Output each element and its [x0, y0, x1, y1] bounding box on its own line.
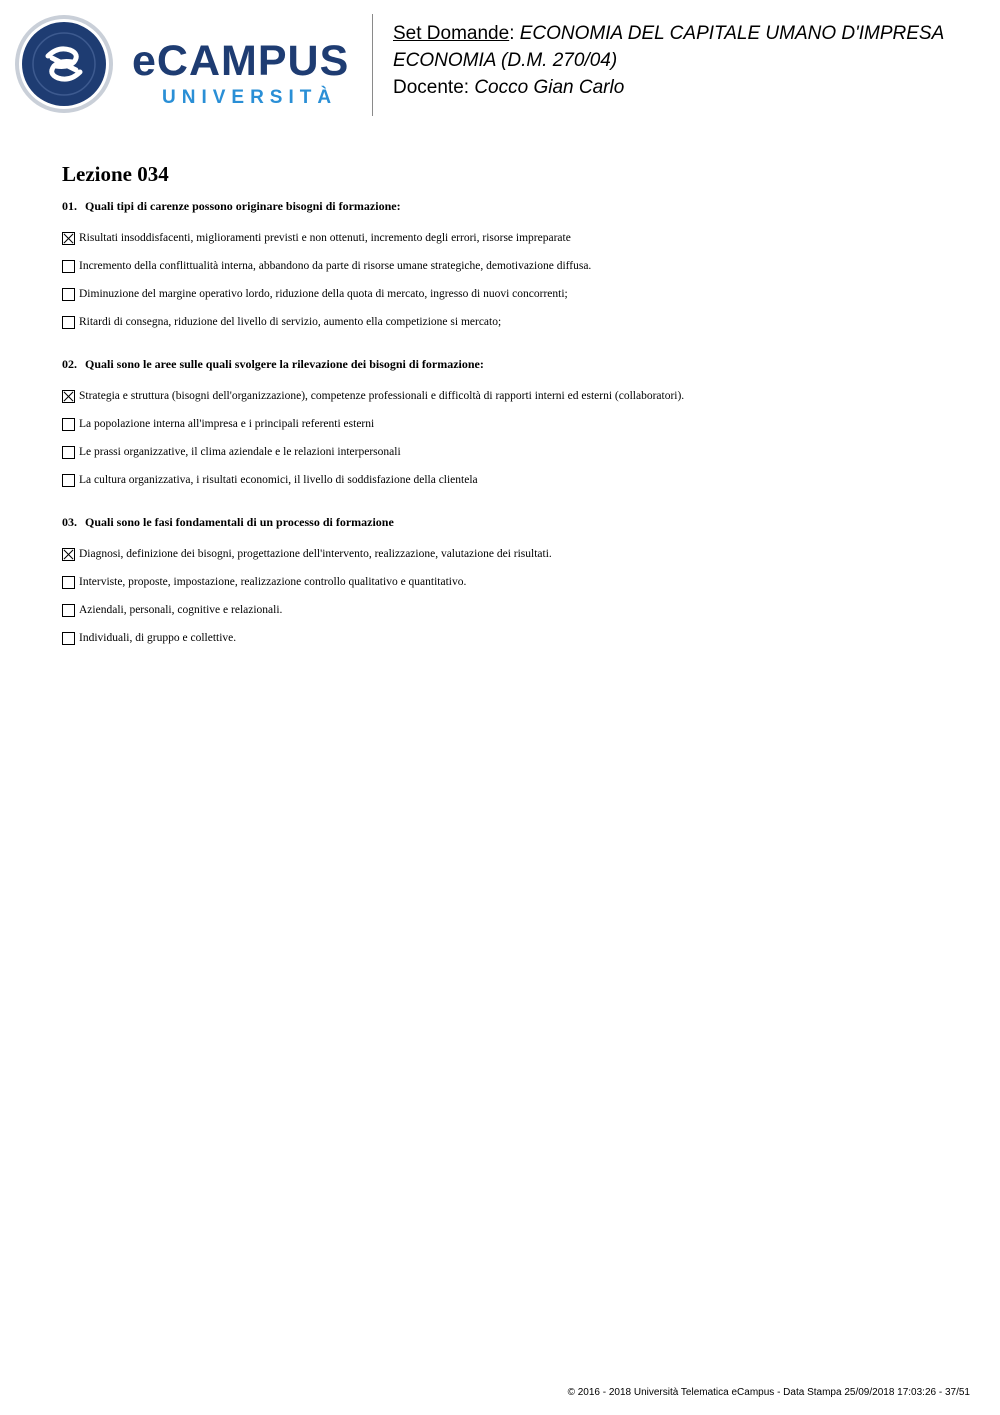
page-header	[0, 0, 1000, 130]
logo-subtitle-text: UNIVERSITÀ	[162, 87, 338, 108]
question-label: Quali tipi di carenze possono originare bisogni di formazione:	[85, 199, 401, 213]
answer-label: Aziendali, personali, cognitive e relazionali.	[79, 604, 283, 616]
answer-option[interactable]	[62, 438, 962, 466]
answer-label: Strategia e struttura (bisogni dell'organizzazione), competenze professionali e difficoltà di rapporti interni ed esterni (collaboratori).	[79, 390, 685, 402]
question-number: 01.	[62, 199, 77, 213]
set-label: Set Domande	[393, 23, 510, 44]
page-footer: © 2016 - 2018 Università Telematica eCampus - Data Stampa 25/09/2018 17:03:26 - 37/51	[567, 1387, 970, 1398]
answer-option[interactable]	[62, 410, 962, 438]
checked-checkbox-icon[interactable]	[62, 232, 75, 245]
course-subtitle: ECONOMIA (D.M. 270/04)	[393, 50, 618, 71]
question-text	[62, 356, 962, 372]
checkbox-icon[interactable]	[62, 446, 75, 459]
answer-option[interactable]	[62, 252, 962, 280]
answer-option[interactable]	[62, 382, 962, 410]
course-title: ECONOMIA DEL CAPITALE UMANO D'IMPRESA	[519, 23, 945, 44]
checkbox-icon[interactable]	[62, 474, 75, 487]
checkbox-icon[interactable]	[62, 260, 75, 273]
question-label: Quali sono le fasi fondamentali di un processo di formazione	[85, 515, 394, 529]
answer-option[interactable]	[62, 596, 962, 624]
answer-option[interactable]	[62, 624, 962, 652]
question-1	[62, 198, 962, 336]
lesson-title: Lezione 034	[62, 162, 169, 186]
course-info	[393, 20, 993, 101]
answer-option[interactable]	[62, 466, 962, 494]
checkbox-icon[interactable]	[62, 576, 75, 589]
question-label: Quali sono le aree sulle quali svolgere la rilevazione dei bisogni di formazione:	[85, 357, 484, 371]
question-text	[62, 198, 962, 214]
set-separator: :	[509, 23, 520, 44]
question-number: 02.	[62, 357, 77, 371]
teacher-label: Docente:	[393, 77, 475, 98]
answer-option[interactable]	[62, 540, 962, 568]
answer-label: Individuali, di gruppo e collettive.	[79, 632, 237, 644]
question-text	[62, 514, 962, 530]
teacher-line	[393, 74, 993, 101]
answer-option[interactable]	[62, 568, 962, 596]
answer-label: Diagnosi, definizione dei bisogni, progettazione dell'intervento, realizzazione, valutazione dei risultati.	[79, 548, 552, 560]
checkbox-icon[interactable]	[62, 632, 75, 645]
set-line	[393, 20, 993, 47]
checked-checkbox-icon[interactable]	[62, 548, 75, 561]
answer-label: Ritardi di consegna, riduzione del livello di servizio, aumento ella competizione si mercato;	[79, 316, 502, 328]
checkbox-icon[interactable]	[62, 288, 75, 301]
question-2	[62, 356, 962, 494]
answer-label: Le prassi organizzative, il clima aziendale e le relazioni interpersonali	[79, 446, 401, 458]
question-list	[62, 198, 962, 652]
header-divider	[372, 14, 373, 116]
answer-label: Risultati insoddisfacenti, miglioramenti previsti e non ottenuti, incremento degli errori, risorse impreparate	[79, 232, 571, 244]
teacher-name: Cocco Gian Carlo	[474, 77, 625, 98]
ecampus-seal-logo	[14, 14, 114, 114]
answer-option[interactable]	[62, 308, 962, 336]
checkbox-icon[interactable]	[62, 418, 75, 431]
question-number: 03.	[62, 515, 77, 529]
answer-option[interactable]	[62, 280, 962, 308]
question-3	[62, 514, 962, 652]
checkbox-icon[interactable]	[62, 604, 75, 617]
answer-label: Interviste, proposte, impostazione, realizzazione controllo qualitativo e quantitativo.	[79, 576, 467, 588]
logo-wordmark-text: eCAMPUS	[132, 37, 350, 85]
answer-label: Diminuzione del margine operativo lordo, riduzione della quota di mercato, ingresso di nuovi concorrenti;	[79, 288, 568, 300]
checked-checkbox-icon[interactable]	[62, 390, 75, 403]
answer-label: La cultura organizzativa, i risultati economici, il livello di soddisfazione della clientela	[79, 474, 478, 486]
checkbox-icon[interactable]	[62, 316, 75, 329]
answer-label: La popolazione interna all'impresa e i principali referenti esterni	[79, 418, 375, 430]
ecampus-wordmark	[132, 37, 350, 109]
answer-option[interactable]	[62, 224, 962, 252]
quiz-content	[62, 160, 962, 652]
answer-label: Incremento della conflittualità interna, abbandono da parte di risorse umane strategiche, demotivazione diffusa.	[79, 260, 592, 272]
